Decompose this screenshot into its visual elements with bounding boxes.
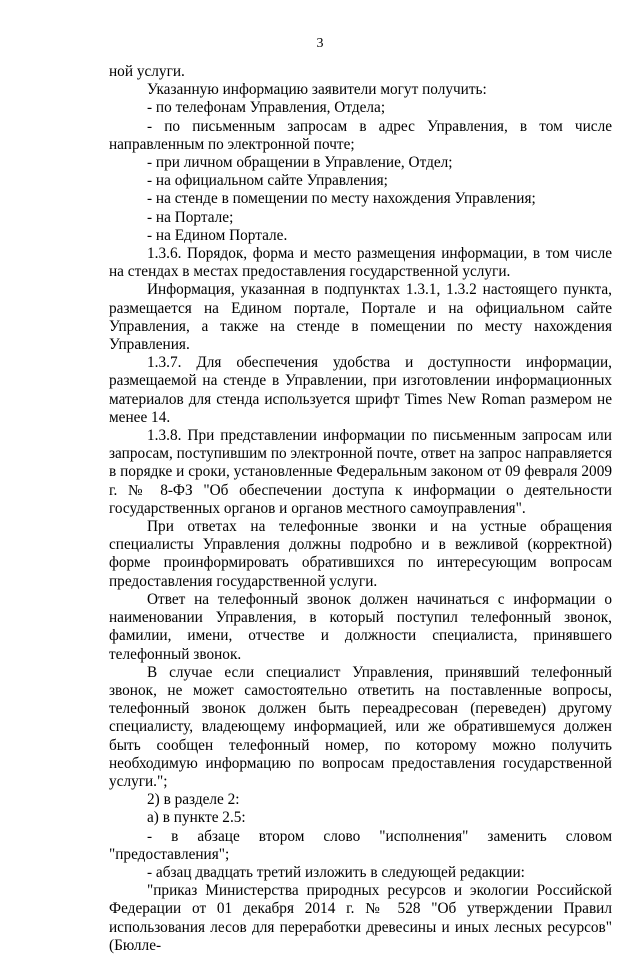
paragraph-phone-answers: При ответах на телефонные звонки и на устные обращения специалисты Управления должны подробно и в вежливой (корректной) форме проинформировать обратившихся по интересующим вопросам предоставления государственной услуги. <box>109 518 612 590</box>
list-item-phones: - по телефонам Управления, Отдела; <box>147 99 386 117</box>
paragraph-1-3-6: 1.3.6. Порядок, форма и место размещения информации, в том числе на стендах в местах предоставления государственной услуги. <box>109 245 612 281</box>
paragraph-abzac-23: - абзац двадцать третий изложить в следующей редакции: <box>147 863 525 881</box>
paragraph-replace-word: - в абзаце втором слово "исполнения" заменить словом "предоставления"; <box>109 827 612 863</box>
list-item-written-requests: - по письменным запросам в адрес Управления, в том числе направленным по электронной почте; <box>109 117 612 153</box>
paragraph-info-intro: Указанную информацию заявители могут получить: <box>147 81 487 99</box>
paragraph-point-2-5: а) в пункте 2.5: <box>147 809 246 827</box>
list-item-portal: - на Портале; <box>147 208 234 226</box>
paragraph-order-quote: "приказ Министерства природных ресурсов и экологии Российской Федерации от 01 декабря 2014 г. № 528 "Об утверждении Правил использования лесов для переработки древесины и иных лесных ресурсов" (Бюлле- <box>109 882 612 954</box>
paragraph-phone-greeting: Ответ на телефонный звонок должен начинаться с информации о наименовании Управления, в который поступил телефонный звонок, фамилии, имени, отчестве и должности специалиста, принявшего телефонный звонок. <box>109 590 612 663</box>
paragraph-1-3-7: 1.3.7. Для обеспечения удобства и доступности информации, размещаемой на стенде в Управлении, при изготовлении информационных материалов для стенда используется шрифт Times New Roman размером не менее 14. <box>109 354 612 426</box>
paragraph-1-3-8: 1.3.8. При представлении информации по письменным запросам или запросам, поступившим по электронной почте, ответ на запрос направляется в порядке и сроки, установленные Федеральным законом от 09 февраля 2009 г. № 8-ФЗ "Об обеспечении доступа к информации о деятельности государственных органов и органов местного самоуправления". <box>109 427 612 517</box>
paragraph-call-redirect: В случае если специалист Управления, принявший телефонный звонок, не может самостоятельно ответить на поставленные вопросы, телефонный звонок должен быть переадресован (переведен) другому специалисту, владеющему информацией, или же обратившемуся должен быть сообщен телефонный номер, по которому можно получить необходимую информацию по вопросам предоставления государственной услуги."; <box>109 663 612 790</box>
paragraph-continuation: ной услуги. <box>109 63 185 80</box>
paragraph-section-2: 2) в разделе 2: <box>147 791 240 809</box>
list-item-personal-visit: - при личном обращении в Управление, Отдел; <box>147 154 453 172</box>
list-item-official-site: - на официальном сайте Управления; <box>147 172 388 190</box>
list-item-stand: - на стенде в помещении по месту нахождения Управления; <box>147 190 536 208</box>
page-number: 3 <box>316 36 324 51</box>
list-item-unified-portal: - на Едином Портале. <box>147 226 288 244</box>
paragraph-info-placement: Информация, указанная в подпунктах 1.3.1, 1.3.2 настоящего пункта, размещается на Едином портале, Портале и на официальном сайте Управления, а также на стенде в помещении по месту нахождения Управления. <box>109 281 612 354</box>
document-body <box>109 63 612 955</box>
